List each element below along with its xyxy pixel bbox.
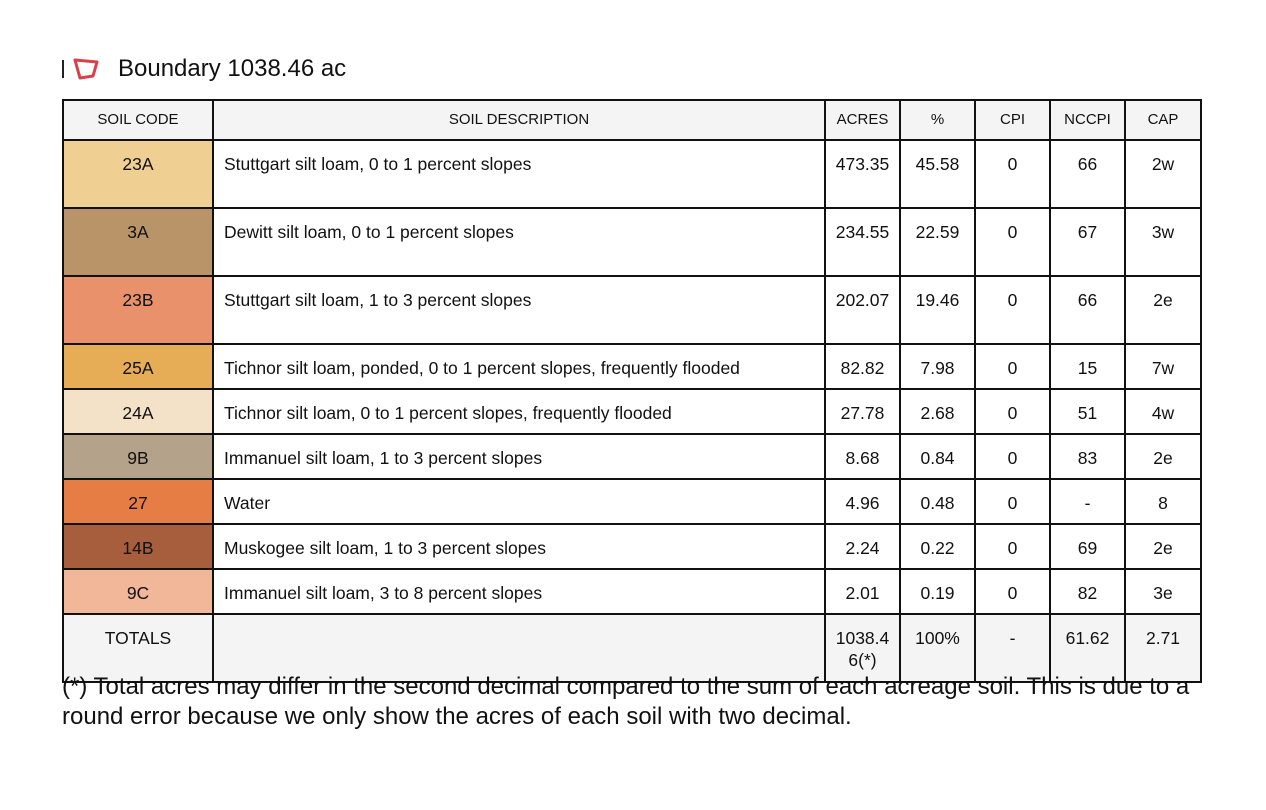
soil-description-cell: Stuttgart silt loam, 0 to 1 percent slopes xyxy=(213,140,825,208)
column-header-percent: % xyxy=(900,100,975,140)
table-row xyxy=(63,344,1201,389)
cpi-cell: 0 xyxy=(975,434,1050,479)
cap-cell: 3e xyxy=(1125,569,1201,614)
cap-cell: 7w xyxy=(1125,344,1201,389)
acres-cell: 202.07 xyxy=(825,276,900,344)
cpi-cell: 0 xyxy=(975,524,1050,569)
acres-cell: 2.01 xyxy=(825,569,900,614)
nccpi-cell: 67 xyxy=(1050,208,1125,276)
totals-acres-cell: 1038.46(*) xyxy=(825,614,900,682)
table-row xyxy=(63,276,1201,344)
percent-cell: 19.46 xyxy=(900,276,975,344)
soil-code-cell: 9B xyxy=(63,434,213,479)
percent-cell: 0.84 xyxy=(900,434,975,479)
soil-code-cell: 14B xyxy=(63,524,213,569)
acres-cell: 4.96 xyxy=(825,479,900,524)
soil-code-cell: 24A xyxy=(63,389,213,434)
percent-cell: 7.98 xyxy=(900,344,975,389)
column-header-cpi: CPI xyxy=(975,100,1050,140)
soil-code-cell: 27 xyxy=(63,479,213,524)
acres-cell: 8.68 xyxy=(825,434,900,479)
nccpi-cell: - xyxy=(1050,479,1125,524)
cpi-cell: 0 xyxy=(975,208,1050,276)
soil-code-cell: 9C xyxy=(63,569,213,614)
totals-cap-cell: 2.71 xyxy=(1125,614,1201,682)
totals-nccpi-cell: 61.62 xyxy=(1050,614,1125,682)
soil-code-cell: 23A xyxy=(63,140,213,208)
soil-code-cell: 3A xyxy=(63,208,213,276)
nccpi-cell: 51 xyxy=(1050,389,1125,434)
nccpi-cell: 83 xyxy=(1050,434,1125,479)
percent-cell: 0.48 xyxy=(900,479,975,524)
table-row xyxy=(63,389,1201,434)
cpi-cell: 0 xyxy=(975,479,1050,524)
report-header xyxy=(62,52,346,86)
acres-cell: 473.35 xyxy=(825,140,900,208)
cpi-cell: 0 xyxy=(975,569,1050,614)
soil-description-cell: Immanuel silt loam, 1 to 3 percent slopes xyxy=(213,434,825,479)
nccpi-cell: 66 xyxy=(1050,276,1125,344)
table-row xyxy=(63,569,1201,614)
column-header-soil-description: SOIL DESCRIPTION xyxy=(213,100,825,140)
percent-cell: 0.19 xyxy=(900,569,975,614)
divider-mark xyxy=(62,60,64,78)
column-header-cap: CAP xyxy=(1125,100,1201,140)
soil-table xyxy=(62,99,1202,683)
cpi-cell: 0 xyxy=(975,344,1050,389)
table-row xyxy=(63,434,1201,479)
column-header-nccpi: NCCPI xyxy=(1050,100,1125,140)
soil-description-cell: Immanuel silt loam, 3 to 8 percent slopes xyxy=(213,569,825,614)
cap-cell: 4w xyxy=(1125,389,1201,434)
percent-cell: 22.59 xyxy=(900,208,975,276)
cpi-cell: 0 xyxy=(975,276,1050,344)
soil-description-cell: Tichnor silt loam, ponded, 0 to 1 percent slopes, frequently flooded xyxy=(213,344,825,389)
cap-cell: 2w xyxy=(1125,140,1201,208)
soil-description-cell: Stuttgart silt loam, 1 to 3 percent slopes xyxy=(213,276,825,344)
table-row xyxy=(63,208,1201,276)
nccpi-cell: 15 xyxy=(1050,344,1125,389)
soil-code-cell: 23B xyxy=(63,276,213,344)
nccpi-cell: 82 xyxy=(1050,569,1125,614)
table-row xyxy=(63,524,1201,569)
acres-cell: 82.82 xyxy=(825,344,900,389)
cap-cell: 3w xyxy=(1125,208,1201,276)
percent-cell: 45.58 xyxy=(900,140,975,208)
percent-cell: 2.68 xyxy=(900,389,975,434)
boundary-title: Boundary 1038.46 ac xyxy=(118,55,347,82)
soil-description-cell: Muskogee silt loam, 1 to 3 percent slopes xyxy=(213,524,825,569)
nccpi-cell: 69 xyxy=(1050,524,1125,569)
acres-cell: 27.78 xyxy=(825,389,900,434)
footnote: (*) Total acres may differ in the second decimal compared to the sum of each acreage soil. This is due to a round error because we only show the acres of each soil with two decimal. xyxy=(62,673,1190,730)
soil-description-cell: Dewitt silt loam, 0 to 1 percent slopes xyxy=(213,208,825,276)
totals-cpi-cell: - xyxy=(975,614,1050,682)
boundary-polygon-icon xyxy=(72,56,102,82)
cpi-cell: 0 xyxy=(975,140,1050,208)
cap-cell: 2e xyxy=(1125,524,1201,569)
cpi-cell: 0 xyxy=(975,389,1050,434)
totals-label: TOTALS xyxy=(63,614,213,682)
acres-cell: 2.24 xyxy=(825,524,900,569)
totals-percent-cell: 100% xyxy=(900,614,975,682)
acres-cell: 234.55 xyxy=(825,208,900,276)
nccpi-cell: 66 xyxy=(1050,140,1125,208)
soil-code-cell: 25A xyxy=(63,344,213,389)
cap-cell: 2e xyxy=(1125,434,1201,479)
table-row xyxy=(63,479,1201,524)
column-header-soil-code: SOIL CODE xyxy=(63,100,213,140)
soil-description-cell: Water xyxy=(213,479,825,524)
table-row xyxy=(63,140,1201,208)
cap-cell: 8 xyxy=(1125,479,1201,524)
column-header-acres: ACRES xyxy=(825,100,900,140)
table-header-row xyxy=(63,100,1201,140)
percent-cell: 0.22 xyxy=(900,524,975,569)
soil-description-cell: Tichnor silt loam, 0 to 1 percent slopes, frequently flooded xyxy=(213,389,825,434)
cap-cell: 2e xyxy=(1125,276,1201,344)
